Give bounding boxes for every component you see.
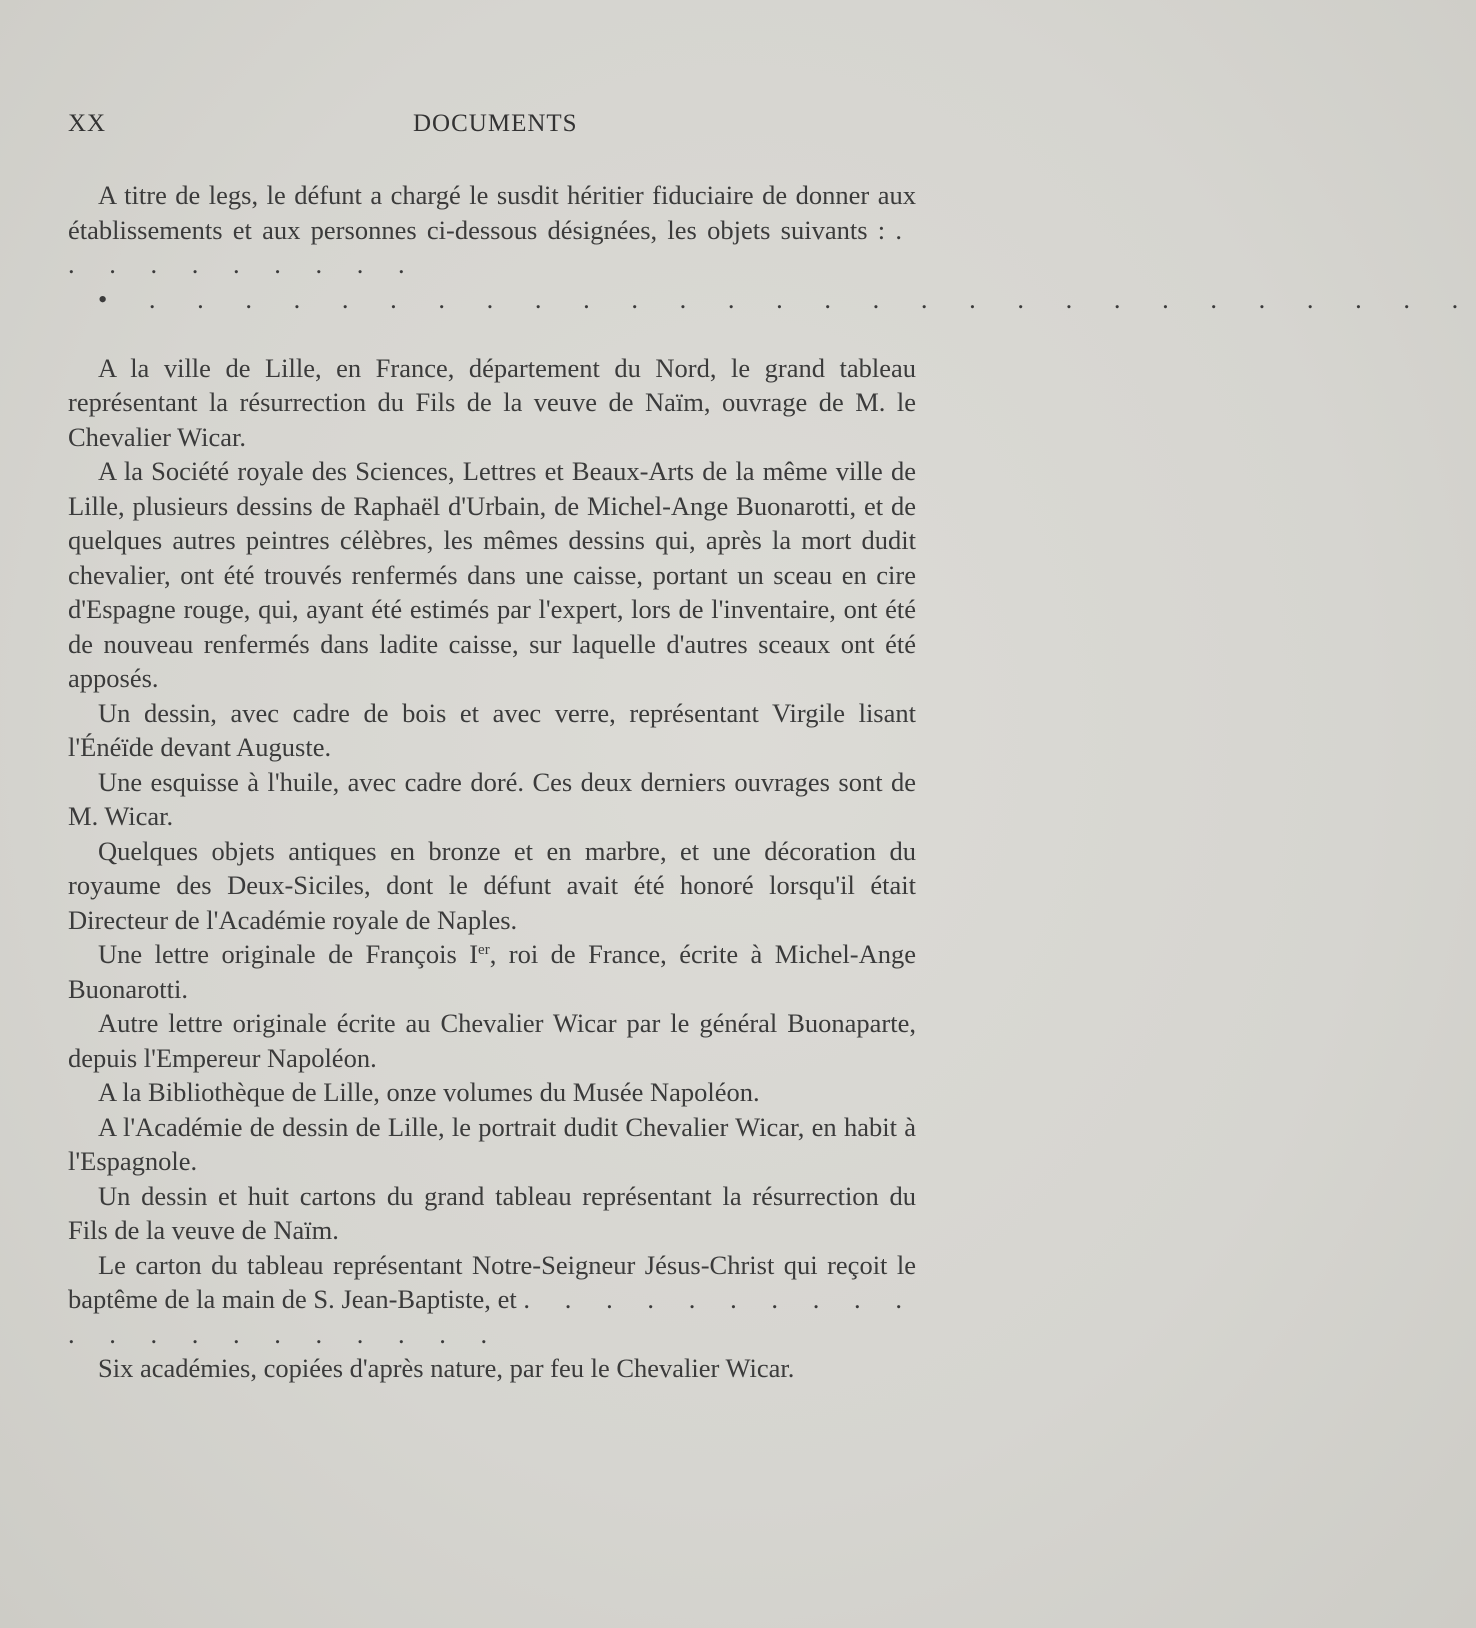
paragraph-esquisse: Une esquisse à l'huile, avec cadre doré. Ces deux derniers ouvrages sont de M. Wicar. [68,766,916,831]
page-header [68,100,916,140]
dot-leaders: . . . . . . . . . . [68,214,917,279]
paragraph-academie-dessin: A l'Académie de dessin de Lille, le portrait dudit Chevalier Wicar, en habit à l'Espagnole. [68,1111,916,1176]
page-number: XX [68,110,107,137]
running-title: DOCUMENTS [413,110,578,137]
paragraph-objets-antiques: Quelques objets antiques en bronze et en marbre, et une décoration du royaume des Deux-Siciles, dont le défunt avait été honoré lorsqu'il était Directeur de l'Académie royale de Naples. [68,835,916,935]
ellipsis-row: • . . . . . . . . . . . . . . . . . . . . . . . . . . . . [98,283,1476,314]
paragraph-text: A titre de legs, le défunt a chargé le susdit héritier fiduciaire de donner aux établissements et aux personnes ci-dessous désignées, les objets suivants : [68,180,916,245]
paragraph-lettre-francois [68,937,916,1006]
paragraph-carton-bapteme [68,1248,916,1352]
paragraph-societe-royale: A la Société royale des Sciences, Lettres et Beaux-Arts de la même ville de Lille, plusieurs dessins de Raphaël d'Urbain, de Michel-Ange Buonarotti, et de quelques autres peintres célèbres, les mêmes dessins qui, après la mort dudit chevalier, ont été trouvés renfermés dans une caisse, portant un sceau en cire d'Espagne rouge, qui, ayant été estimés par l'expert, lors de l'inventaire, ont été de nouveau renfermés dans ladite caisse, sur laquelle d'autres sceaux ont été apposés. [68,456,916,693]
body-text [68,178,1476,1386]
superscript: er [478,942,490,958]
paragraph-six-academies: Six académies, copiées d'après nature, par feu le Chevalier Wicar. [98,1353,795,1383]
paragraph-text: Le carton du tableau représentant Notre-Seigneur Jésus-Christ qui reçoit le baptême de la main de S. Jean-Baptiste, et [68,1249,916,1314]
paragraph-gap [68,316,916,351]
paragraph-legs-intro [68,178,916,282]
book-page [68,100,1476,1386]
paragraph-text: Une lettre originale de François I [98,939,479,969]
paragraph-bibliotheque: A la Bibliothèque de Lille, onze volumes du Musée Napoléon. [98,1077,760,1107]
paragraph-lettre-buonaparte: Autre lettre originale écrite au Chevalier Wicar par le général Buonaparte, depuis l'Empereur Napoléon. [68,1008,916,1073]
paragraph-dessin-virgile: Un dessin, avec cadre de bois et avec verre, représentant Virgile lisant l'Énéïde devant Auguste. [68,697,916,762]
paragraph-cartons: Un dessin et huit cartons du grand tableau représentant la résurrection du Fils de la veuve de Naïm. [68,1180,916,1245]
paragraph-text: , roi de France, écrite à Michel-Ange Buonarotti. [68,939,916,1004]
dot-leaders: . . . . . . . . . . . . . . . . . . . . . [68,1284,917,1349]
paragraph-ville-de-lille: A la ville de Lille, en France, département du Nord, le grand tableau représentant la résurrection du Fils de la veuve de Naïm, ouvrage de M. le Chevalier Wicar. [68,352,916,452]
